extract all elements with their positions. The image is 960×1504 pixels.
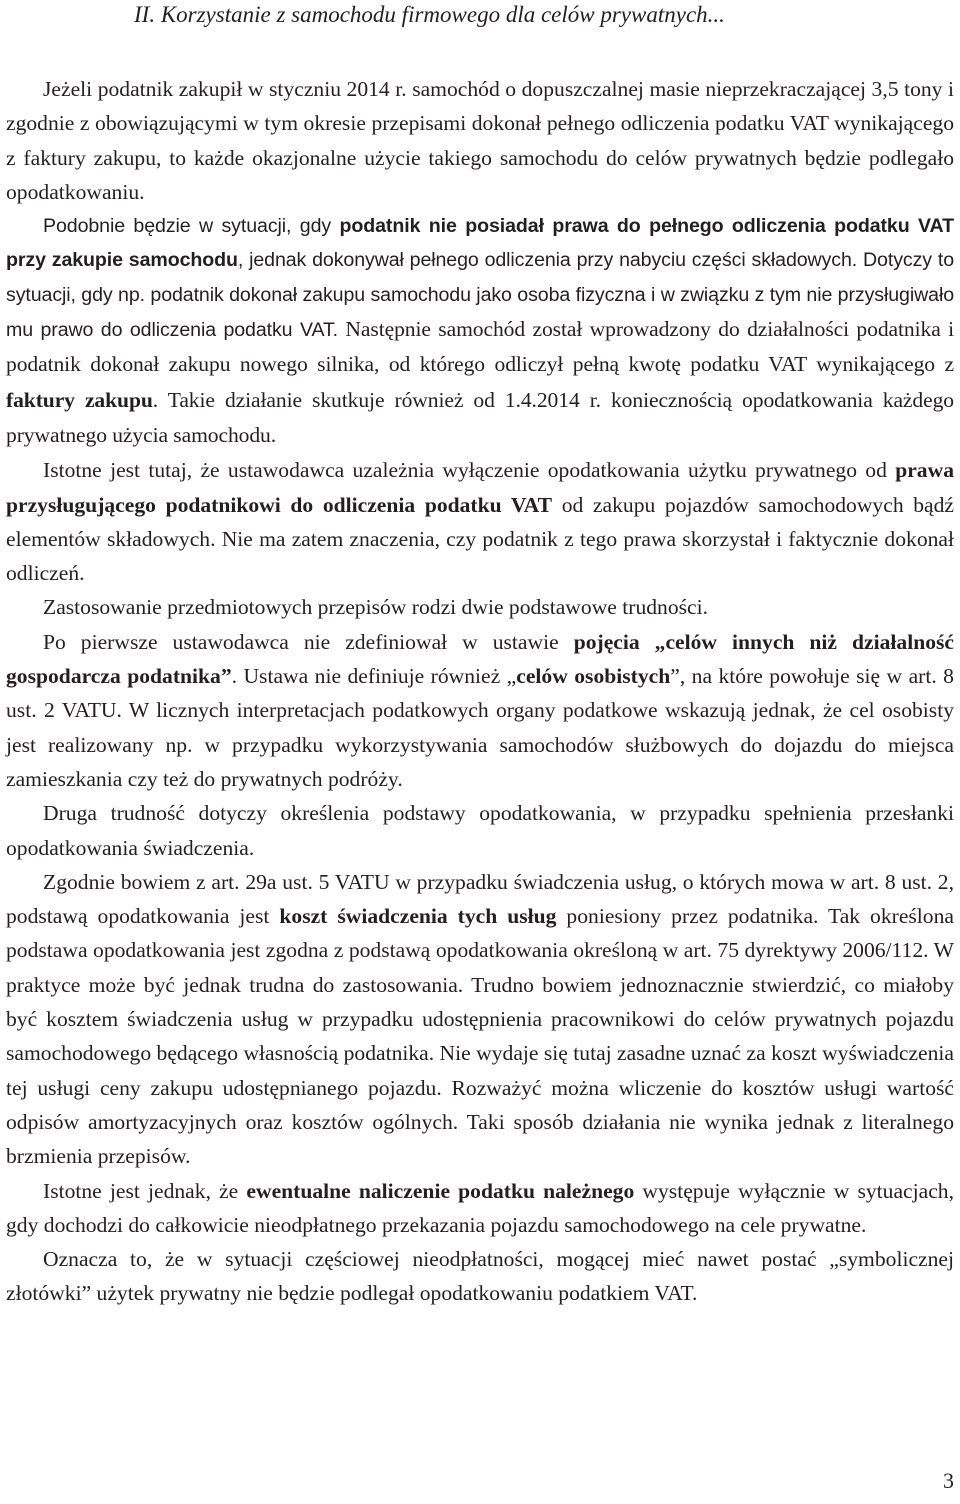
paragraph-2-emphasis-a: podatnik nie posiadał prawa do pełnego odliczenia podatku VAT przy zakupie samochodu <box>6 215 954 272</box>
paragraph-4: Zastosowanie przedmiotowych przepisów rodzi dwie podstawowe trudności. <box>43 595 709 620</box>
paragraph-1: Jeżeli podatnik zakupił w styczniu 2014 r. samochód o dopuszczalnej masie nieprzekraczającej 3,5 tony i zgodnie z obowiązującymi w tym okresie przepisami dokonał pełnego odliczenia podatku VAT wynikającego z faktury zakupu, to każde okazjonalne użycie takiego samochodu do celów prywatnych będzie podlegało opodatkowaniu. <box>6 77 954 204</box>
paragraph-5 <box>6 625 954 796</box>
paragraph-7-text-a: Zgodnie bowiem z art. 29a ust. 5 VATU w przypadku świadczenia usług, o których mowa w art. 8 ust. 2, podstawą opodatkowania jest <box>6 869 954 929</box>
paragraph-7 <box>6 865 954 1174</box>
paragraph-8-text-b: występuje wyłącznie w sytuacjach, gdy dochodzi do całkowicie nieodpłatnego przekazania pojazdu samochodowego na cele prywatne. <box>6 1178 954 1237</box>
paragraph-3-text-a: Istotne jest tutaj, że ustawodawca uzależnia wyłączenie opodatkowania użytku prywatnego od <box>43 458 896 483</box>
paragraph-7-emphasis: koszt świadczenia tych usług <box>279 904 557 929</box>
paragraph-8 <box>6 1174 954 1243</box>
paragraph-9: Oznacza to, że w sytuacji częściowej nieodpłatności, mogącej mieć nawet postać „symbolicznej złotówki” użytek prywatny nie będzie podlegał opodatkowaniu podatkiem VAT. <box>6 1247 954 1306</box>
paragraph-5-text-c: ”, na które powołuje się w art. 8 ust. 2 VATU. W licznych interpretacjach podatkowych organy podatkowe wskazują jednak, że cel osobisty jest realizowany np. w przypadku wykorzystywania samochodów służbowych do dojazdu do miejsca zamieszkania czy też do prywatnych podróży. <box>6 664 954 791</box>
paragraph-5-text-b: . Ustawa nie definiuje również „ <box>231 664 517 689</box>
page-number: 3 <box>943 1468 954 1493</box>
document-body <box>6 72 954 1311</box>
paragraph-5-emphasis-a: pojęcia „celów innych niż działalność gospodarcza podatnika” <box>6 629 954 689</box>
paragraph-2 <box>6 209 954 453</box>
paragraph-2-text-b: , jednak dokonywał pełnego odliczenia przy nabyciu części składowych. Dotyczy to sytuacji, gdy np. podatnik dokonał zakupu samochodu jako osoba fizyczna i w związku z tym nie przysługiwało mu prawo do odliczenia podatku VAT. <box>6 249 954 342</box>
paragraph-8-emphasis: ewentualne naliczenie podatku należnego <box>246 1178 635 1203</box>
paragraph-7-text-b: poniesiony przez podatnika. Tak określona podstawa opodatkowania jest zgodna z podstawą opodatkowania określoną w art. 75 dyrektywy 2006/112. W praktyce może być jednak trudna do zastosowania. Trudno bowiem jednoznacznie stwierdzić, co miałoby być kosztem świadczenia usług w przypadku udostępnienia pracownikowi do celów prywatnych pojazdu samochodowego będącego własnością podatnika. Nie wydaje się tutaj zasadne uznać za koszt wyświadczenia tej usługi ceny zakupu udostępnianego pojazdu. Rozważyć można wliczenie do kosztów usługi wartość odpisów amortyzacyjnych oraz kosztów ogólnych. Taki sposób działania nie wynika jednak z literalnego brzmienia przepisów. <box>6 904 954 1169</box>
paragraph-2-text-c: Następnie samochód został wprowadzony do działalności podatnika i podatnik dokonał zakupu nowego silnika, od którego odliczył pełną kwotę podatku VAT wynikającego z <box>6 317 954 377</box>
paragraph-3-emphasis: prawa przysługującego podatnikowi do odliczenia podatku VAT <box>6 458 954 517</box>
paragraph-5-emphasis-b: celów osobistych <box>516 664 671 689</box>
paragraph-3 <box>6 453 954 590</box>
paragraph-2-emphasis-b: faktury zakupu <box>6 387 153 412</box>
paragraph-2-text-a: Podobnie będzie w sytuacji, gdy <box>43 215 340 238</box>
paragraph-5-text-a: Po pierwsze ustawodawca nie zdefiniował w ustawie <box>43 629 574 654</box>
paragraph-6: Druga trudność dotyczy określenia podstawy opodatkowania, w przypadku spełnienia przesłanki opodatkowania świadczenia. <box>6 801 954 860</box>
paragraph-8-text-a: Istotne jest jednak, że <box>43 1178 247 1203</box>
paragraph-2-text-d: . Takie działanie skutkuje również od 1.4.2014 r. koniecznością opodatkowania każdego prywatnego użycia samochodu. <box>6 387 954 447</box>
paragraph-3-text-b: od zakupu pojazdów samochodowych bądź elementów składowych. Nie ma zatem znaczenia, czy podatnik z tego prawa skorzystał i faktycznie dokonał odliczeń. <box>6 492 954 586</box>
running-header: II. Korzystanie z samochodu firmowego dla celów prywatnych... <box>134 2 725 27</box>
